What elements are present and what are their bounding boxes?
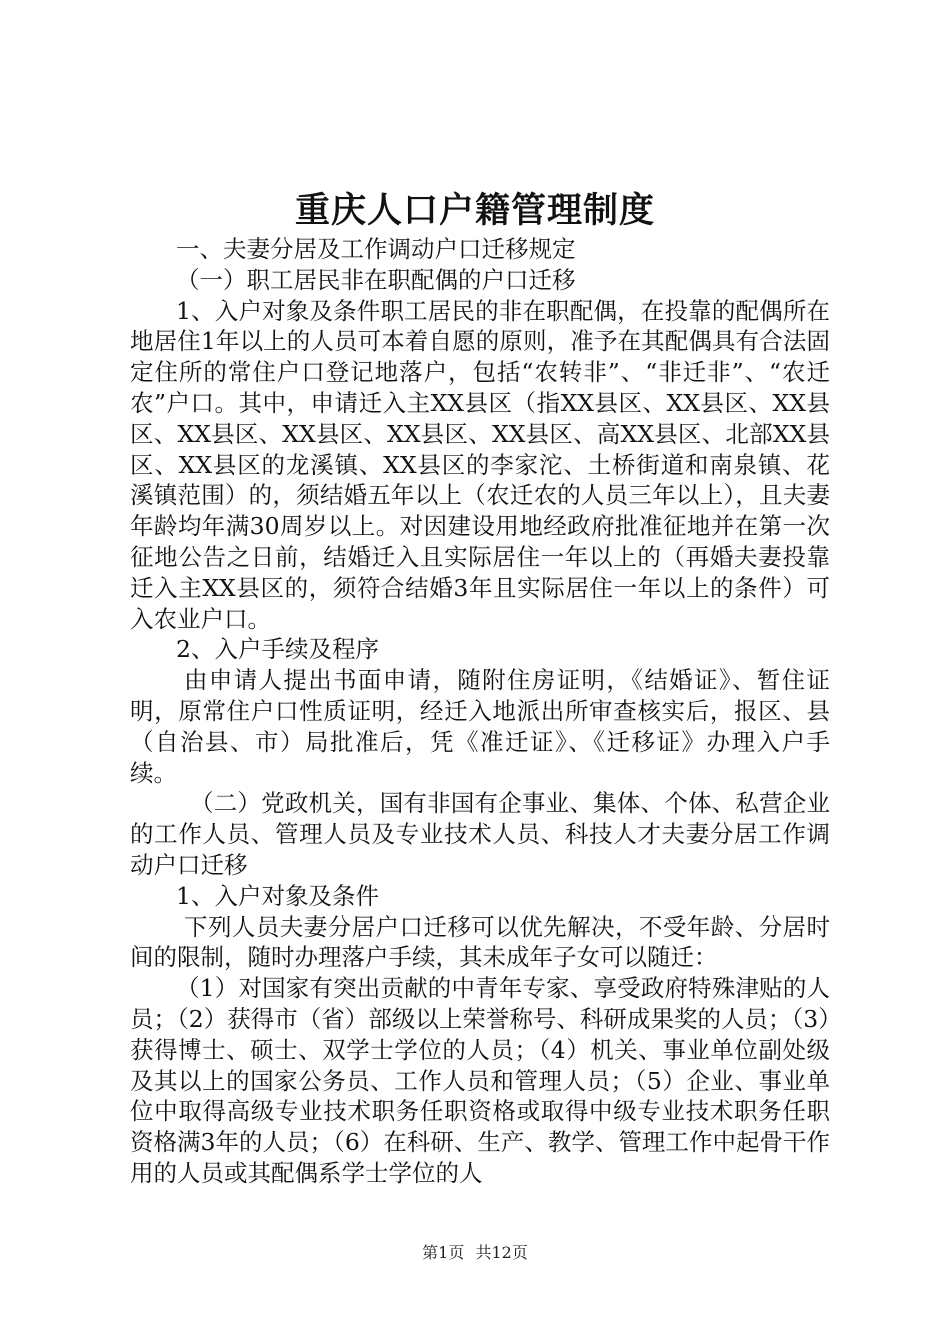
subsection-heading: （二）党政机关，国有非国有企事业、集体、个体、私营企业的工作人员、管理人员及专业技术人员、科技人才夫妻分居工作调动户口迁移	[130, 789, 830, 879]
item-heading: 2、入户手续及程序	[176, 635, 379, 664]
subsection-heading: （一）职工居民非在职配偶的户口迁移	[176, 265, 576, 294]
body-paragraph: 由申请人提出书面申请，随附住房证明，《结婚证》、暂住证明，原常住户口性质证明，经迁入地派出所审查核实后，报区、县（自治县、市）局批准后，凭《准迁证》、《迁移证》办理入户手续。	[130, 666, 830, 787]
document-body	[130, 234, 830, 1189]
page-footer	[0, 1240, 950, 1263]
page-number: 第1页	[422, 1243, 465, 1262]
body-paragraph: （1）对国家有突出贡献的中青年专家、享受政府特殊津贴的人员；（2）获得市（省）部级以上荣誉称号、科研成果奖的人员；（3）获得博士、硕士、双学士学位的人员；（4）机关、事业单位副处级及其以上的国家公务员、工作人员和管理人员；（5）企业、事业单位中取得高级专业技术职务任职资格或取得中级专业技术职务任职资格满3年的人员；（6）在科研、生产、教学、管理工作中起骨干作用的人员或其配偶系学士学位的人	[130, 974, 830, 1187]
page-total: 共12页	[475, 1243, 528, 1262]
body-paragraph: 1、入户对象及条件职工居民的非在职配偶，在投靠的配偶所在地居住1年以上的人员可本着自愿的原则，准予在其配偶具有合法固定住所的常住户口登记地落户，包括“农转非”、“非迁非”、“农迁农”户口。其中，申请迁入主XX县区（指XX县区、XX县区、XX县区、XX县区、XX县区、XX县区、XX县区、高XX县区、北部XX县区、XX县区的龙溪镇、XX县区的李家沱、土桥街道和南泉镇、花溪镇范围）的，须结婚五年以上（农迁农的人员三年以上），且夫妻年龄均年满30周岁以上。对因建设用地经政府批准征地并在第一次征地公告之日前，结婚迁入且实际居住一年以上的（再婚夫妻投靠迁入主XX县区的，须符合结婚3年且实际居住一年以上的条件）可入农业户口。	[130, 296, 830, 633]
document-title: 重庆人口户籍管理制度	[294, 191, 655, 231]
item-heading: 1、入户对象及条件	[176, 881, 379, 910]
body-paragraph: 下列人员夫妻分居户口迁移可以优先解决，不受年龄、分居时间的限制，随时办理落户手续，其未成年子女可以随迁：	[130, 912, 830, 972]
section-heading: 一、夫妻分居及工作调动户口迁移规定	[176, 235, 576, 263]
